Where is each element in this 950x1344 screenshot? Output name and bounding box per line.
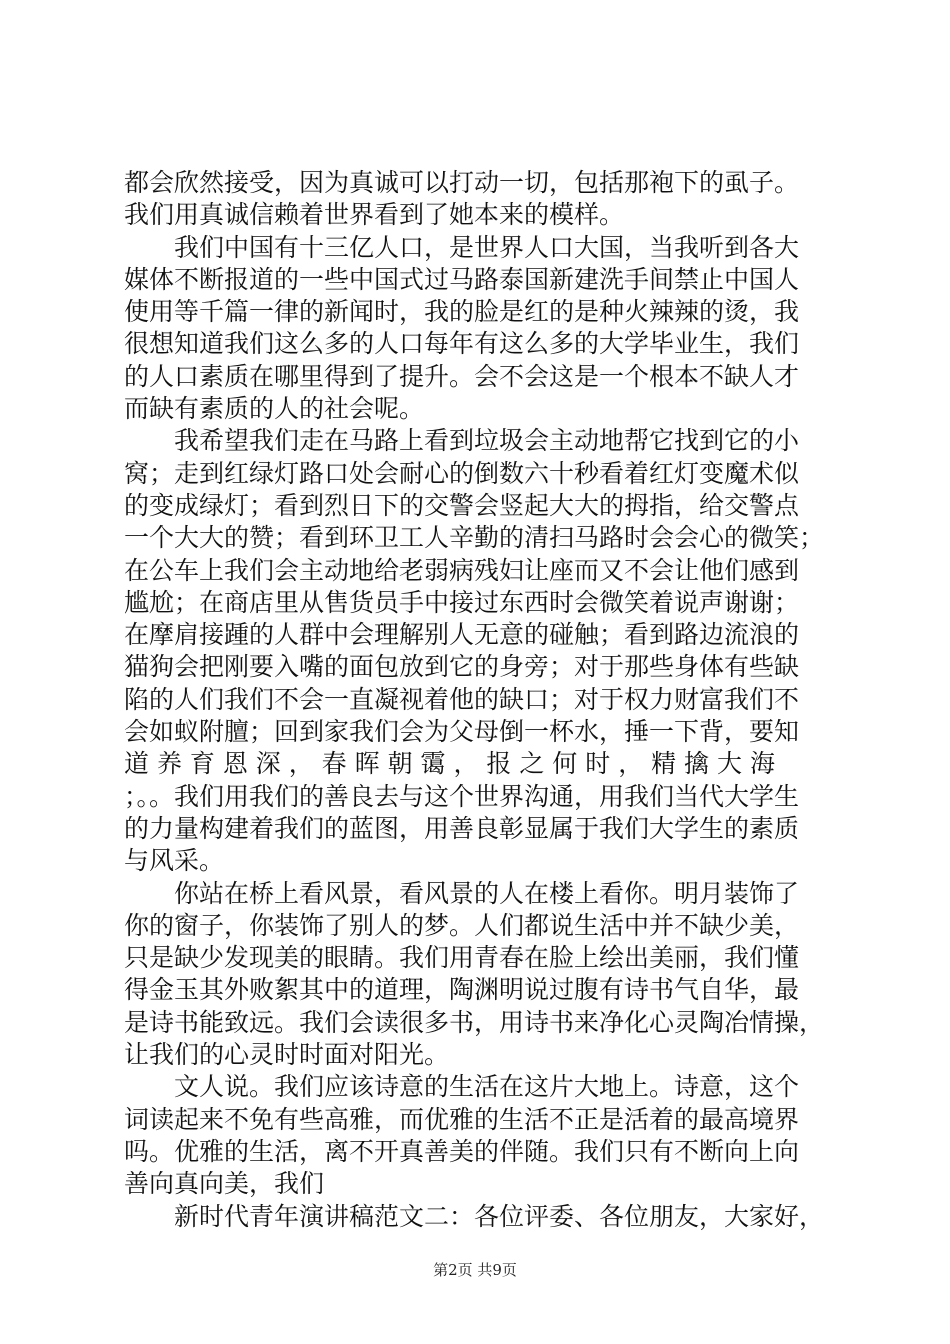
text-line: 词读起来不免有些高雅，而优雅的生活不正是活着的最高境界 [124,1104,800,1134]
text-line: 你站在桥上看风景，看风景的人在楼上看你。明月装饰了 [124,878,800,908]
text-line: 很想知道我们这么多的人口每年有这么多的大学毕业生，我们 [124,329,800,359]
text-line: 新时代青年演讲稿范文二：各位评委、各位朋友，大家好， [124,1201,825,1231]
text-line: 得金玉其外败絮其中的道理，陶渊明说过腹有诗书气自华，最 [124,975,800,1005]
text-line: 会如蚁附膻；回到家我们会为父母倒一杯水，捶一下背，要知 [124,717,800,747]
text-line: 与风采。 [124,846,225,876]
text-line: 是诗书能致远。我们会读很多书，用诗书来净化心灵陶冶情操， [124,1007,825,1037]
text-line: 猫狗会把刚要入嘴的面包放到它的身旁；对于那些身体有些缺 [124,652,800,682]
text-line: 让我们的心灵时时面对阳光。 [124,1040,450,1070]
text-line: 的力量构建着我们的蓝图，用善良彰显属于我们大学生的素质 [124,813,800,843]
text-line: ；。。我们用我们的善良去与这个世界沟通，用我们当代大学生 [124,781,800,811]
text-line: 陷的人们我们不会一直凝视着他的缺口；对于权力财富我们不 [124,684,800,714]
text-line: 尴尬；在商店里从售货员手中接过东西时会微笑着说声谢谢； [124,587,800,617]
text-line: 窝；走到红绿灯路口处会耐心的倒数六十秒看着红灯变魔术似 [124,458,800,488]
text-line: 媒体不断报道的一些中国式过马路泰国新建洗手间禁止中国人 [124,264,800,294]
text-line: 都会欣然接受，因为真诚可以打动一切，包括那袍下的虱子。 [124,168,800,197]
text-line: 而缺有素质的人的社会呢。 [124,394,425,424]
text-line: 的人口素质在哪里得到了提升。会不会这是一个根本不缺人才 [124,361,800,391]
text-line: 的变成绿灯；看到烈日下的交警会竖起大大的拇指，给交警点 [124,490,800,520]
text-line: 你的窗子，你装饰了别人的梦。人们都说生活中并不缺少美， [124,910,800,940]
text-line: 道 养 育 恩 深 ， 春 晖 朝 霭 ， 报 之 何 时 ， 精 擒 大 海 [124,749,775,779]
text-line: 我们用真诚信赖着世界看到了她本来的模样。 [124,200,625,230]
text-line: 只是缺少发现美的眼睛。我们用青春在脸上绘出美丽，我们懂 [124,943,800,973]
text-line: 善向真向美，我们 [124,1169,325,1199]
text-line: 在公车上我们会主动地给老弱病残妇让座而又不会让他们感到 [124,555,800,585]
text-line: 我希望我们走在马路上看到垃圾会主动地帮它找到它的小 [124,426,800,456]
page-number: 第2页 共9页 [433,1261,517,1279]
document-body [124,167,836,1233]
text-line: 一个大大的赞；看到环卫工人辛勤的清扫马路时会会心的微笑； [124,523,825,553]
text-line: 在摩肩接踵的人群中会理解别人无意的碰触；看到路边流浪的 [124,620,800,650]
text-line: 吗。优雅的生活，离不开真善美的伴随。我们只有不断向上向 [124,1136,800,1166]
text-line: 文人说。我们应该诗意的生活在这片大地上。诗意，这个 [124,1072,800,1102]
text-line: 我们中国有十三亿人口，是世界人口大国，当我听到各大 [124,232,800,262]
text-line: 使用等千篇一律的新闻时，我的脸是红的是种火辣辣的烫，我 [124,297,800,327]
page-footer [0,1259,950,1280]
